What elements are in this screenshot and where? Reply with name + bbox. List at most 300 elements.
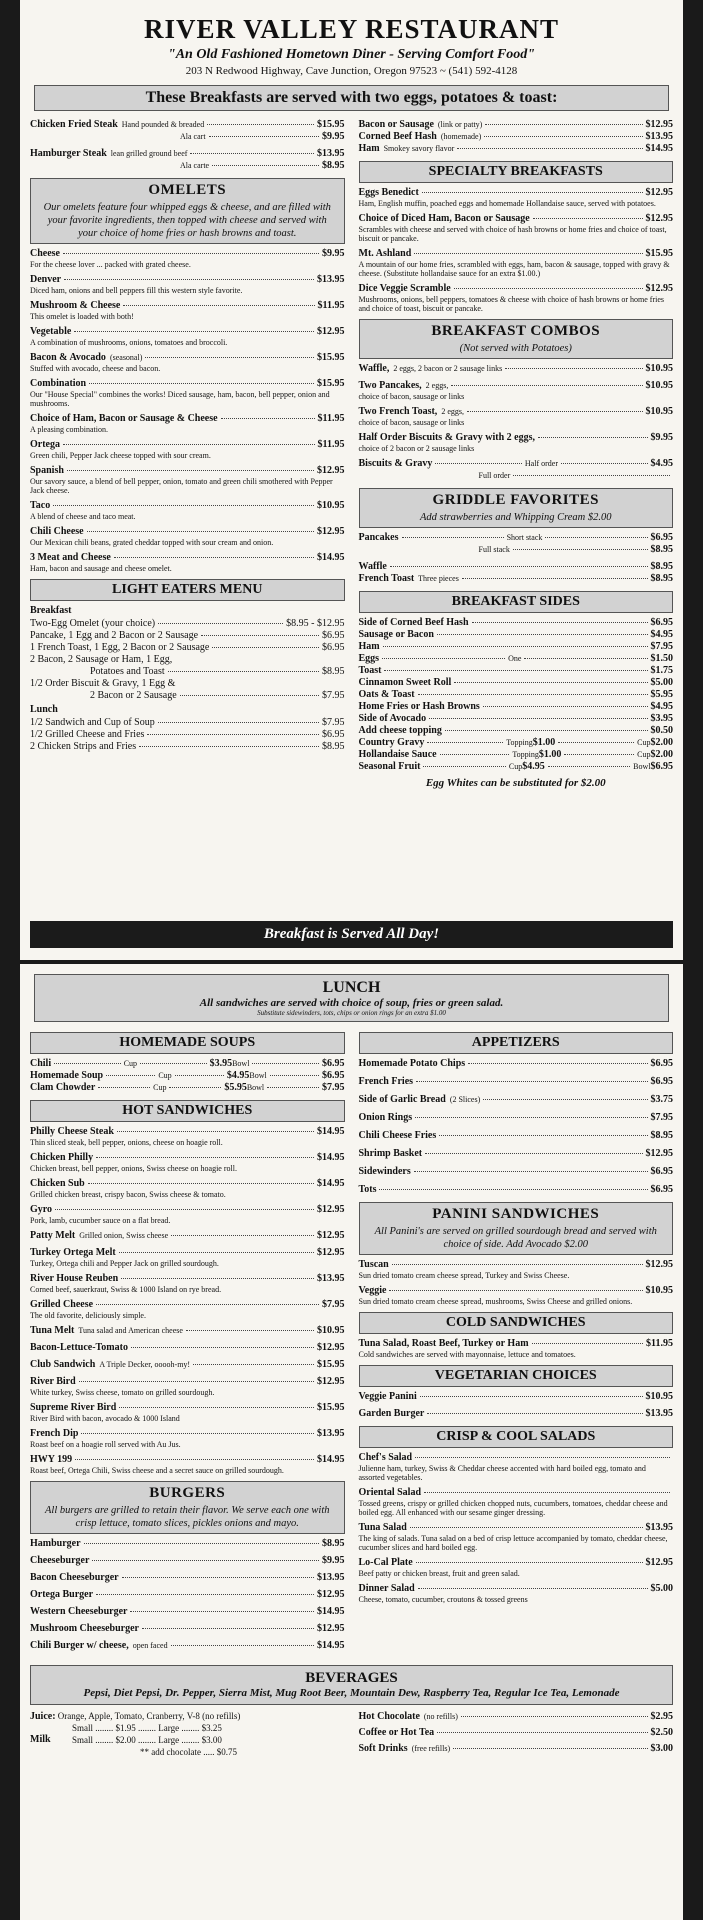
item-price: $9.95 [322, 248, 345, 260]
menu-line [359, 406, 674, 418]
item-desc: Stuffed with avocado, cheese and bacon. [30, 364, 161, 374]
item-price: $12.95 [317, 1376, 345, 1387]
leader-dots [437, 1732, 647, 1733]
item-price: $8.95 [650, 544, 673, 556]
item-qualifier: Tuna salad and American cheese [78, 1326, 183, 1335]
leader-dots [114, 557, 314, 558]
leader-dots [414, 253, 642, 254]
leader-dots [180, 695, 319, 696]
item-qualifier: open faced [132, 1641, 168, 1651]
leader-dots [513, 549, 648, 550]
portion-label: Bowl [246, 1083, 265, 1092]
menu-item [30, 1428, 345, 1449]
leader-dots [171, 1645, 314, 1646]
tagline: "An Old Fashioned Hometown Diner - Serving Comfort Food" [167, 47, 536, 62]
leader-dots [79, 1381, 314, 1382]
menu-line [30, 465, 345, 477]
ala-carte-label: Ala cart [180, 132, 206, 141]
item-price: $12.95 [317, 465, 345, 477]
menu-line [30, 678, 345, 690]
item-desc: Grilled chicken breast, crispy bacon, Swiss cheese & tomato. [30, 1190, 226, 1199]
menu-line [359, 1557, 674, 1569]
menu-line [30, 1204, 345, 1216]
portion-label: Cup [158, 1071, 172, 1080]
menu-line [30, 248, 345, 260]
leader-dots [435, 463, 522, 464]
item-name: River Bird [30, 1376, 76, 1387]
item-desc: Our savory sauce, a blend of bell pepper, onion, tomato and green chili smothered with Pepper Jack cheese. [30, 477, 333, 496]
menu-line [359, 689, 674, 701]
menu-item [30, 413, 345, 434]
leader-dots [440, 754, 510, 755]
menu-line [30, 119, 345, 131]
menu-line [359, 1452, 674, 1464]
lunch-desc: All sandwiches are served with choice of soup, fries or green salad. [199, 997, 504, 1009]
item-price: $3.00 [650, 1743, 673, 1755]
item-price: $13.95 [645, 131, 673, 142]
item-name: Veggie Panini [358, 1391, 417, 1403]
item-name: Onion Rings [358, 1112, 413, 1123]
biscuits-gravy [359, 458, 674, 482]
item-name: Taco [30, 500, 51, 512]
item-price: $12.95 [317, 526, 345, 538]
item-name: Tots [358, 1184, 377, 1195]
item-name: Tuscan [358, 1259, 389, 1271]
item-price: $4.95 [650, 629, 673, 641]
menu-line [30, 526, 345, 538]
all-day-banner: Breakfast is Served All Day! [30, 921, 673, 948]
leader-dots [96, 1157, 314, 1158]
menu-line [359, 363, 674, 375]
breakfast-right-column [359, 119, 674, 789]
menu-header [20, 14, 683, 77]
menu-line [359, 248, 674, 260]
item-name: Waffle [358, 561, 387, 573]
leader-dots [451, 385, 642, 386]
ala-carte-label: Ala carte [180, 161, 210, 170]
item-price: $10.95 [645, 380, 673, 392]
item-name: Tuna Salad, Roast Beef, Turkey or Ham [358, 1338, 529, 1350]
portion-price: $7.95 [322, 1082, 345, 1093]
menu-item [30, 500, 345, 521]
item-name: 1/2 Grilled Cheese and Fries [30, 729, 145, 741]
item-price: $5.00 [650, 1583, 673, 1595]
item-price: $14.95 [645, 143, 673, 154]
item-price: $1.50 [650, 653, 674, 665]
leader-dots [121, 1278, 314, 1279]
beverages-left [30, 1711, 345, 1759]
menu-line [30, 1454, 345, 1466]
item-price: $11.95 [646, 1338, 673, 1350]
menu-line [30, 1428, 345, 1440]
item-name: Denver [30, 274, 62, 286]
leader-dots [416, 1562, 643, 1563]
item-name: Western Cheeseburger [30, 1606, 128, 1618]
menu-line [30, 1359, 345, 1371]
item-price: $14.95 [317, 552, 345, 564]
item-price: $9.95 [650, 432, 673, 444]
item-price: $15.95 [317, 119, 345, 130]
leader-dots [207, 124, 314, 125]
item-portion: Short stack [506, 533, 543, 543]
restaurant-title: RIVER VALLEY RESTAURANT [143, 14, 560, 44]
menu-line [30, 1538, 345, 1550]
portion-label: Cup [153, 1083, 167, 1092]
leader-dots [145, 357, 314, 358]
leader-dots [483, 1099, 647, 1100]
item-name: Dice Veggie Scramble [358, 283, 451, 294]
menu-line [359, 1408, 674, 1420]
item-price: $13.95 [645, 1522, 673, 1534]
leader-dots [158, 623, 283, 624]
milk-label: Milk [30, 1734, 51, 1746]
item-desc: choice of bacon, sausage or links [358, 392, 465, 402]
item-price: $13.95 [317, 274, 345, 286]
item-price: $12.95 [317, 1589, 345, 1601]
panini-header [359, 1202, 674, 1255]
item-desc: Roast beef, Ortega Chili, Swiss cheese and a secret sauce on grilled sourdough. [30, 1466, 284, 1475]
leader-dots [538, 437, 648, 438]
item-price: $12.95 [317, 1204, 345, 1215]
menu-line [30, 148, 345, 160]
item-desc: Cold sandwiches are served with mayonnaise, lettuce and tomatoes. [358, 1350, 576, 1360]
menu-item [30, 1359, 345, 1371]
item-price: $15.95 [317, 378, 345, 390]
leader-dots [415, 1117, 647, 1118]
menu-item [359, 1557, 674, 1578]
item-portion: Full stack [478, 545, 510, 555]
breakfast-banner: These Breakfasts are served with two eggs, potatoes & toast: [34, 85, 669, 111]
item-price: $9.95 [322, 1555, 345, 1567]
item-name: Coffee or Hot Tea [358, 1727, 435, 1739]
leader-dots [221, 418, 315, 419]
leader-dots [483, 706, 648, 707]
item-price: $4.95 [650, 458, 674, 470]
item-price: $12.95 [645, 283, 673, 294]
salads-header: CRISP & COOL SALADS [359, 1426, 674, 1448]
item-name: Pancakes [358, 532, 399, 544]
leader-dots [439, 1135, 647, 1136]
item-name: Combination [30, 378, 87, 390]
item-name: Homemade Potato Chips [358, 1058, 466, 1069]
item-price: $15.95 [317, 1359, 345, 1370]
item-name: French Fries [358, 1076, 414, 1087]
menu-line [30, 326, 345, 338]
menu-line [359, 1058, 674, 1070]
menu-line [359, 380, 674, 392]
combos-header-desc: (Not served with Potatoes) [459, 343, 572, 354]
leader-dots [564, 754, 634, 755]
menu-line [30, 1589, 345, 1601]
leader-dots [418, 694, 648, 695]
item-qualifier: (link or patty) [437, 120, 483, 129]
item-name: Choice of Ham, Bacon or Sausage & Cheese [30, 413, 218, 425]
item-desc: Green chili, Pepper Jack cheese topped with sour cream. [30, 451, 211, 461]
leader-dots [54, 1063, 121, 1064]
menu-item [359, 380, 674, 401]
item-price: $10.95 [317, 500, 345, 512]
leader-dots [461, 1716, 648, 1717]
lunch-sub: Substitute sidewinders, tots, chips or onion rings for an extra $1.00 [257, 1009, 446, 1017]
item-name: French Dip [30, 1428, 79, 1439]
menu-item [30, 1402, 345, 1423]
portion-price: $3.95 [209, 1058, 233, 1069]
item-name: Cinnamon Sweet Roll [358, 677, 452, 689]
portion-price: $6.95 [650, 761, 674, 773]
menu-line [359, 701, 674, 713]
item-qualifier: 2 eggs, 2 bacon or 2 sausage links [393, 364, 503, 374]
item-name: Country Gravy [358, 737, 425, 749]
menu-line [359, 1338, 674, 1350]
item-name: Chicken Fried Steak [30, 119, 118, 130]
item-price: $4.95 [650, 701, 673, 713]
item-desc: Turkey, Ortega chili and Pepper Jack on grilled sourdough. [30, 1259, 219, 1268]
item-name: Biscuits & Gravy [358, 458, 433, 470]
item-price: $0.50 [650, 725, 673, 737]
item-price: $8.95 - $12.95 [286, 618, 345, 630]
menu-line [359, 470, 674, 482]
menu-line [30, 618, 345, 630]
item-name: Homemade Soup [30, 1070, 104, 1081]
menu-line [30, 300, 345, 312]
menu-line [359, 573, 674, 585]
menu-line [359, 653, 674, 665]
leader-dots [55, 1209, 314, 1210]
item-name: Tuna Melt [30, 1325, 75, 1336]
burgers-header [30, 1481, 345, 1534]
leader-dots [92, 1560, 319, 1561]
burgers-header-desc: All burgers are grilled to retain their flavor. We serve each one with crisp lettuce, tomato slices, pickles onions and mayo. [44, 1505, 330, 1530]
item-price: $3.95 [650, 713, 673, 725]
portion-price: $5.95 [224, 1082, 247, 1093]
portion-price: $1.00 [532, 737, 556, 749]
item-price: $12.95 [645, 119, 673, 130]
menu-line [359, 1727, 674, 1739]
item-price: $10.95 [645, 1285, 673, 1297]
lunch-left-column [30, 1026, 345, 1657]
item-name: Potatoes and Toast [90, 666, 165, 678]
leader-dots [420, 1396, 643, 1397]
menu-line [30, 500, 345, 512]
ala-carte-price: $8.95 [322, 160, 345, 171]
item-name: Ham [358, 641, 380, 653]
leader-dots [558, 742, 634, 743]
item-name: Lo-Cal Plate [358, 1557, 413, 1569]
leader-dots [89, 383, 314, 384]
item-name: Bacon-Lettuce-Tomato [30, 1342, 128, 1353]
item-desc: choice of 2 bacon or 2 sausage links [358, 444, 475, 454]
item-price: $11.95 [317, 300, 345, 312]
menu-line [30, 1342, 345, 1354]
item-price: $12.95 [645, 187, 673, 198]
griddle-header-title: GRIDDLE FAVORITES [432, 492, 599, 509]
leader-dots [415, 1457, 670, 1458]
item-desc: Corned beef, sauerkraut, Swiss & 1000 Island on rye bread. [30, 1285, 222, 1294]
item-desc: Ham, English muffin, poached eggs and homemade Hollandaise sauce, served with potatoes. [358, 199, 656, 208]
menu-line [359, 1583, 674, 1595]
menu-line [30, 1640, 345, 1652]
menu-item [359, 363, 674, 375]
light-breakfast-label: Breakfast [30, 605, 72, 617]
item-price: $11.95 [317, 413, 345, 425]
leader-dots [457, 148, 642, 149]
item-name: Two-Egg Omelet (your choice) [30, 618, 156, 630]
menu-line [359, 713, 674, 725]
menu-item [30, 378, 345, 408]
milk-note [30, 1746, 345, 1758]
item-name: French Toast [358, 573, 415, 585]
item-name: River House Reuben [30, 1273, 119, 1284]
menu-line [30, 690, 345, 702]
menu-item [30, 352, 345, 373]
item-price: $14.95 [317, 1454, 345, 1465]
leader-dots [96, 1594, 314, 1595]
menu-line [359, 725, 674, 737]
menu-line [359, 119, 674, 131]
menu-line [359, 1148, 674, 1160]
portion-label: Cup [123, 1059, 138, 1068]
item-name: Cheeseburger [30, 1555, 90, 1567]
leader-dots [379, 1189, 647, 1190]
item-price: $1.75 [650, 665, 673, 677]
item-desc: A combination of mushrooms, onions, tomatoes and broccoli. [30, 338, 228, 348]
leader-dots [81, 1433, 314, 1434]
item-price: $6.95 [650, 1184, 673, 1195]
leader-dots [122, 1577, 314, 1578]
leader-dots [410, 1527, 643, 1528]
soups-header: HOMEMADE SOUPS [30, 1032, 345, 1054]
menu-line [359, 761, 674, 773]
leader-dots [130, 1611, 314, 1612]
item-price: $3.75 [650, 1094, 673, 1105]
menu-item [30, 1126, 345, 1147]
menu-line [30, 1070, 345, 1082]
item-name: Hollandaise Sauce [358, 749, 437, 761]
item-desc: Roast beef on a hoagie roll served with Au Jus. [30, 1440, 181, 1449]
item-price: $5.95 [650, 689, 673, 701]
juice-sizes-text: Small ........ $1.95 ........ Large ........ $3.25 [72, 1723, 222, 1734]
menu-line [30, 274, 345, 286]
item-desc: The king of salads. Tuna salad on a bed of crisp lettuce accompanied by tomato, cheddar cheese, cucumber slices and hard boiled egg. [358, 1534, 668, 1553]
menu-line [359, 1112, 674, 1124]
item-name: Eggs Benedict [358, 187, 419, 198]
menu-line [30, 717, 345, 729]
leader-dots [545, 537, 647, 538]
beverages-banner [30, 1665, 673, 1705]
item-name: 1 French Toast, 1 Egg, 2 Bacon or 2 Sausage [30, 642, 210, 654]
leader-dots [524, 658, 647, 659]
menu-line [30, 1126, 345, 1138]
item-qualifier: 2 eggs, [441, 407, 464, 417]
item-qualifier: (seasonal) [109, 353, 143, 363]
item-price: $14.95 [317, 1606, 345, 1618]
item-name: Hot Chocolate [358, 1711, 420, 1723]
menu-line [359, 1285, 674, 1297]
menu-line [359, 629, 674, 641]
menu-item [30, 1342, 345, 1354]
leader-dots [485, 124, 642, 125]
menu-item [30, 119, 345, 143]
item-name: Add cheese topping [358, 725, 442, 737]
menu-item [359, 432, 674, 453]
item-name: Corned Beef Hash [358, 131, 437, 142]
vegetarian-header: VEGETARIAN CHOICES [359, 1365, 674, 1387]
leader-dots [422, 192, 643, 193]
menu-line [359, 1743, 674, 1755]
menu-item [30, 1299, 345, 1320]
item-name: Two Pancakes, [358, 380, 422, 392]
menu-line [30, 1606, 345, 1618]
item-price: $6.95 [322, 729, 345, 741]
item-price: $12.95 [317, 1342, 345, 1353]
item-name: 2 Bacon or 2 Sausage [90, 690, 177, 702]
item-price: $13.95 [317, 148, 345, 159]
menu-line [359, 617, 674, 629]
leader-dots [270, 1075, 319, 1076]
item-price: $7.95 [322, 1299, 345, 1310]
item-price: $15.95 [317, 352, 345, 364]
item-name: Two French Toast, [358, 406, 438, 418]
portion-price: $2.00 [650, 737, 673, 749]
menu-item [359, 213, 674, 243]
menu-item [30, 1376, 345, 1397]
item-portion: Full order [478, 471, 511, 481]
ala-carte-line [30, 131, 345, 143]
portion-label: Cup [637, 738, 651, 748]
menu-line [359, 665, 674, 677]
menu-line [30, 1058, 345, 1070]
item-price: $12.95 [645, 1148, 673, 1159]
item-price: $6.95 [650, 1058, 673, 1069]
portion-label: Cup [508, 762, 523, 772]
item-price: $14.95 [317, 1126, 345, 1137]
item-price: $13.95 [317, 1428, 345, 1439]
leader-dots [467, 411, 643, 412]
item-price: $13.95 [317, 1273, 345, 1284]
menu-line [359, 532, 674, 544]
item-name: Bacon or Sausage [358, 119, 434, 130]
item-name: Grilled Cheese [30, 1299, 94, 1310]
item-name: Mushroom & Cheese [30, 300, 121, 312]
menu-line [359, 283, 674, 295]
egg-whites-note: Egg Whites can be substituted for $2.00 [425, 777, 606, 790]
menu-line [359, 561, 674, 573]
leader-dots [98, 1087, 150, 1088]
menu-line [359, 1487, 674, 1499]
leader-dots [74, 331, 314, 332]
breakfast-page [20, 0, 683, 960]
leader-dots [158, 722, 319, 723]
menu-item [30, 274, 345, 295]
item-desc: Scrambles with cheese and served with choice of hash browns or home fries and choice of toast, biscuit or pancake. [358, 225, 667, 243]
item-desc: The old favorite, deliciously simple. [30, 1311, 146, 1320]
item-qualifier: (homemade) [440, 132, 482, 141]
leader-dots [425, 1153, 642, 1154]
cold-sandwiches-header: COLD SANDWICHES [359, 1312, 674, 1334]
menu-line [30, 1376, 345, 1388]
menu-line [359, 641, 674, 653]
item-qualifier: Grilled onion, Swiss cheese [79, 1231, 169, 1240]
menu-line [30, 729, 345, 741]
item-name: Eggs [358, 653, 380, 665]
lunch-title: LUNCH [322, 979, 381, 996]
item-price: $7.95 [322, 717, 345, 729]
item-name: Hamburger [30, 1538, 81, 1550]
item-name: Oats & Toast [358, 689, 415, 701]
portion-label: Bowl [249, 1071, 267, 1080]
item-price: $6.95 [650, 617, 673, 629]
lunch-banner [34, 974, 669, 1022]
